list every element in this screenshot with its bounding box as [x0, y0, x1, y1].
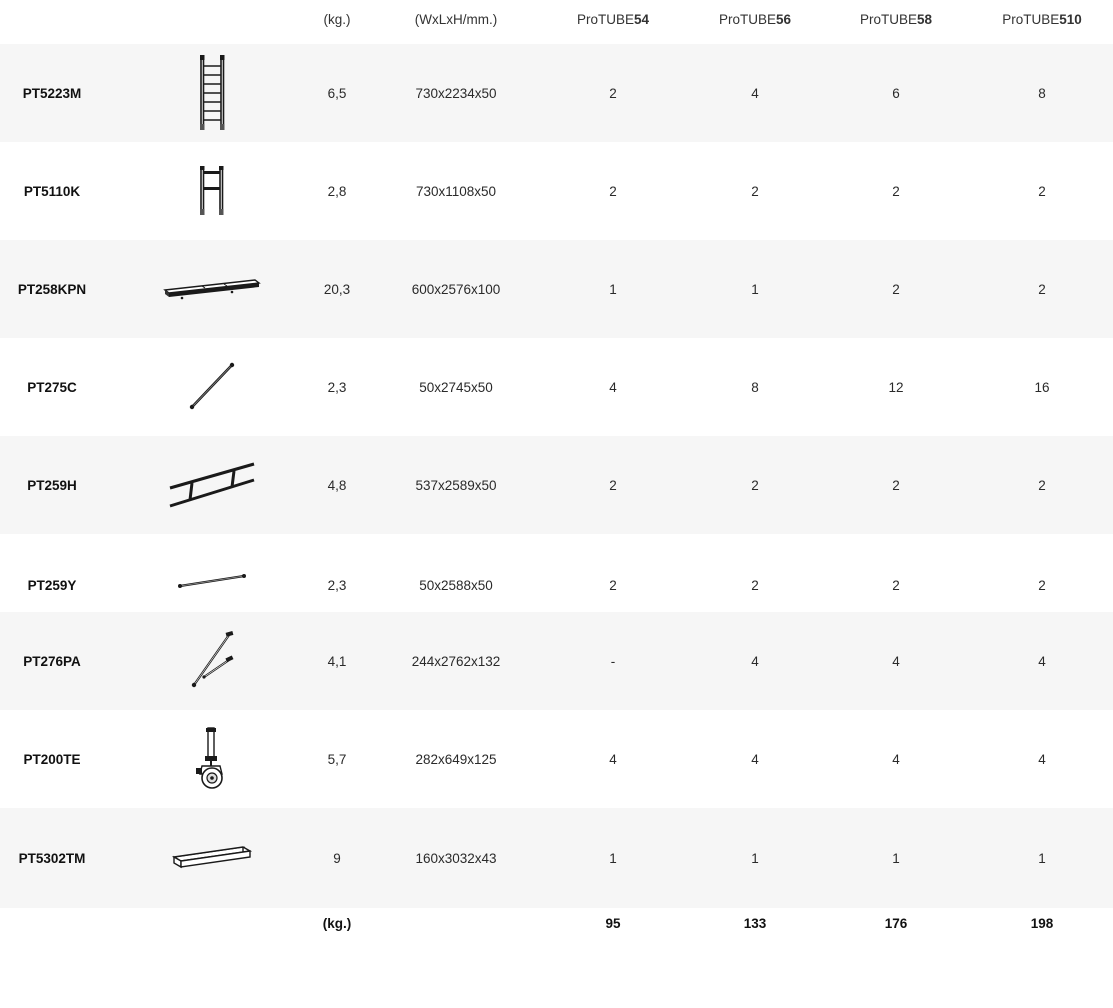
- qty-54: 4: [609, 751, 617, 767]
- item-dimensions: 50x2588x50: [419, 577, 493, 593]
- short-frame-icon: [150, 142, 274, 240]
- header-model-prefix: ProTUBE: [718, 12, 776, 27]
- header-model-suffix: 56: [775, 12, 792, 27]
- qty-54: 1: [609, 850, 617, 866]
- table-row: [0, 240, 1113, 338]
- header-model-54: [543, 12, 683, 48]
- qty-58: 6: [892, 85, 900, 101]
- qty-56: 4: [751, 653, 759, 669]
- item-code: PT275C: [27, 379, 77, 395]
- qty-54: -: [610, 653, 616, 669]
- stabilizer-icon: [150, 612, 274, 710]
- table-row: [0, 142, 1113, 240]
- header-model-56: [685, 12, 825, 48]
- item-dimensions: 244x2762x132: [411, 653, 501, 669]
- item-code: PT200TE: [23, 751, 81, 767]
- total-weight-label: (kg.): [322, 915, 352, 931]
- item-weight: 6,5: [327, 85, 347, 101]
- qty-510: 2: [1038, 281, 1046, 297]
- header-model-suffix: 510: [1059, 12, 1082, 27]
- header-model-suffix: 54: [633, 12, 650, 27]
- item-weight: 4,8: [327, 477, 347, 493]
- item-code: PT276PA: [23, 653, 81, 669]
- qty-56: 2: [751, 477, 759, 493]
- qty-54: 4: [609, 379, 617, 395]
- horizontal-brace-icon: [150, 544, 274, 618]
- qty-58: 12: [888, 379, 904, 395]
- qty-56: 8: [751, 379, 759, 395]
- qty-58: 2: [892, 477, 900, 493]
- item-weight: 9: [333, 850, 341, 866]
- castor-wheel-icon: [150, 710, 274, 808]
- qty-510: 4: [1038, 653, 1046, 669]
- item-dimensions: 600x2576x100: [411, 281, 501, 297]
- item-dimensions: 50x2745x50: [419, 379, 493, 395]
- ladder-frame-icon: [150, 44, 274, 142]
- toe-board-icon: [150, 808, 274, 908]
- total-58: 176: [884, 915, 908, 931]
- header-dimensions: (WxLxH/mm.): [414, 12, 498, 27]
- table-row: [0, 436, 1113, 534]
- qty-54: 2: [609, 183, 617, 199]
- qty-56: 1: [751, 281, 759, 297]
- table-row: [0, 808, 1113, 908]
- table-row: [0, 44, 1113, 142]
- qty-510: 2: [1038, 183, 1046, 199]
- horizontal-ladder-icon: [150, 436, 274, 534]
- qty-56: 1: [751, 850, 759, 866]
- qty-510: 2: [1038, 477, 1046, 493]
- item-dimensions: 730x1108x50: [415, 183, 497, 199]
- qty-510: 2: [1038, 577, 1046, 593]
- totals-row: [0, 908, 1113, 938]
- item-weight: 20,3: [323, 281, 351, 297]
- qty-58: 4: [892, 751, 900, 767]
- item-code: PT5302TM: [18, 850, 86, 866]
- qty-58: 2: [892, 183, 900, 199]
- item-code: PT258KPN: [17, 281, 87, 297]
- header-weight: (kg.): [323, 12, 351, 27]
- qty-510: 4: [1038, 751, 1046, 767]
- header-model-prefix: ProTUBE: [1002, 12, 1060, 27]
- item-weight: 4,1: [327, 653, 347, 669]
- item-weight: 2,3: [327, 577, 347, 593]
- item-dimensions: 160x3032x43: [415, 850, 497, 866]
- item-dimensions: 537x2589x50: [415, 477, 497, 493]
- qty-56: 4: [751, 85, 759, 101]
- qty-54: 2: [609, 85, 617, 101]
- qty-58: 2: [892, 281, 900, 297]
- item-weight: 2,3: [327, 379, 347, 395]
- table-header: [0, 0, 1113, 44]
- qty-56: 2: [751, 183, 759, 199]
- item-dimensions: 730x2234x50: [415, 85, 497, 101]
- qty-58: 2: [892, 577, 900, 593]
- header-model-510: [972, 12, 1112, 48]
- qty-58: 4: [892, 653, 900, 669]
- item-code: PT259H: [27, 477, 77, 493]
- qty-56: 2: [751, 577, 759, 593]
- qty-54: 2: [609, 477, 617, 493]
- table-row: [0, 338, 1113, 436]
- header-model-prefix: ProTUBE: [859, 12, 917, 27]
- table-row: [0, 534, 1113, 612]
- qty-510: 1: [1038, 850, 1046, 866]
- item-code: PT259Y: [27, 577, 77, 593]
- header-model-suffix: 58: [916, 12, 933, 27]
- table-row: [0, 710, 1113, 808]
- qty-510: 8: [1038, 85, 1046, 101]
- diagonal-brace-icon: [150, 338, 274, 436]
- qty-510: 16: [1034, 379, 1050, 395]
- table-row: [0, 612, 1113, 710]
- total-56: 133: [743, 915, 767, 931]
- header-model-58: [826, 12, 966, 48]
- qty-54: 2: [609, 577, 617, 593]
- item-weight: 5,7: [327, 751, 347, 767]
- item-weight: 2,8: [327, 183, 347, 199]
- header-model-prefix: ProTUBE: [576, 12, 634, 27]
- qty-58: 1: [892, 850, 900, 866]
- total-510: 198: [1030, 915, 1054, 931]
- item-code: PT5110K: [23, 183, 81, 199]
- total-54: 95: [605, 915, 621, 931]
- item-dimensions: 282x649x125: [415, 751, 497, 767]
- platform-deck-icon: [150, 240, 274, 338]
- item-code: PT5223M: [22, 85, 82, 101]
- qty-56: 4: [751, 751, 759, 767]
- qty-54: 1: [609, 281, 617, 297]
